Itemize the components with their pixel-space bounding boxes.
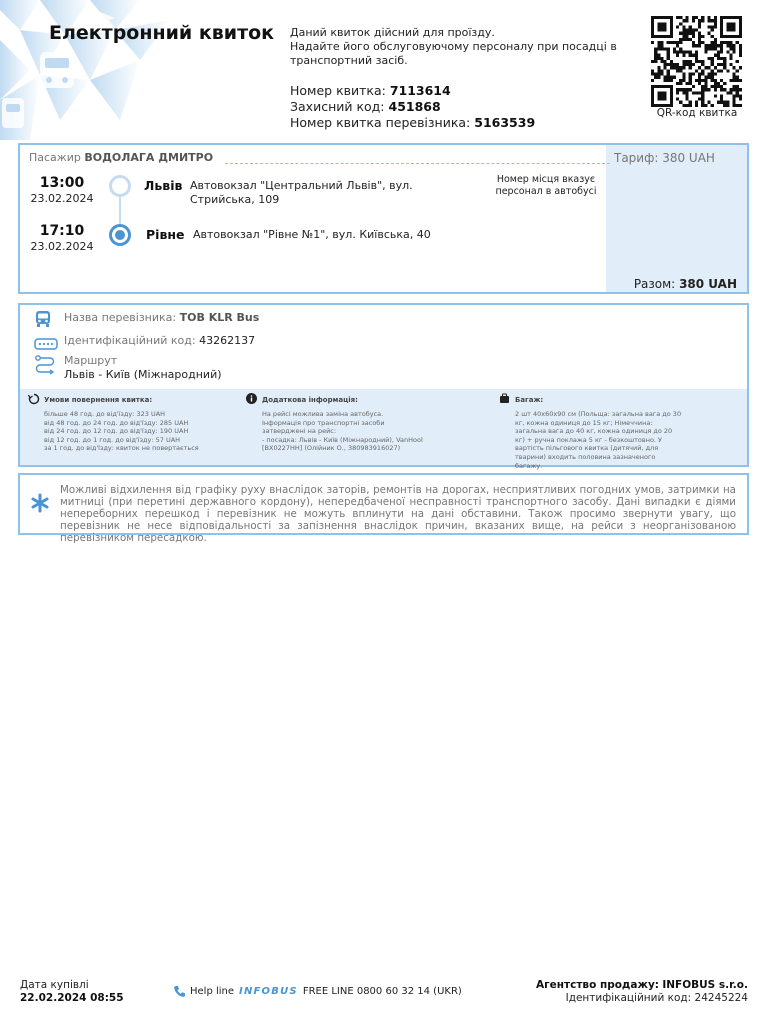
free-line: FREE LINE 0800 60 32 14 (UKR) (302, 986, 462, 997)
notice-text: Можливі відхилення від графіку руху внаслідок заторів, ремонтів на дорогах, несприятливих погодних умов, затримки на митниці (при перетині державного кордону), непередбаченої несправності транспортного засобу. Дані випадки є діями непереборних перешкод і перевізник не можуть вплинути на дані обставини. Також просимо звернути увагу, що перевізник не несе відповідальності за запізнення внаслідок причин, вказаних вище, на рейси з неорганізованою перевізником пересадкою. (60, 484, 736, 544)
carrier-id: 43262137 (199, 334, 256, 347)
qr-code-label: QR-код квитка (656, 107, 738, 119)
luggage-line: кг) + ручна поклажа 5 кг - безкоштовно. У (515, 435, 663, 444)
validity-line-1: Даний квиток дійсний для проїзду. (290, 26, 495, 39)
ticket-number-row (290, 83, 535, 99)
fare-label: Тариф: 380 UAH (614, 151, 715, 165)
refund-line: від 12 год. до 1 год. до від'їзду: 57 UAH (44, 435, 181, 444)
arrival-time: 17:10 (39, 223, 85, 239)
route-icon (34, 355, 56, 379)
helpline-label: Help line (190, 986, 235, 997)
departure-stop-icon (109, 175, 131, 197)
carrier-id-row (64, 334, 255, 347)
infobus-logo: INFOBUS (239, 986, 298, 997)
agency-block (536, 979, 748, 1005)
route-value: Львів - Київ (Міжнародний) (64, 368, 222, 381)
route-row (64, 368, 222, 381)
agency-id-label: Ідентифікаційний код: (565, 992, 692, 1004)
agency-id: 24245224 (694, 992, 748, 1004)
luggage-line: вартість пільгового квитка (дитячий, для (515, 444, 659, 453)
delay-notice (18, 473, 749, 544)
passenger-name: ВОДОЛАГА ДМИТРО (84, 151, 214, 164)
security-code-value: 451868 (388, 99, 441, 114)
route-label: Маршрут (64, 354, 118, 367)
carrier-ticket-value: 5163539 (474, 115, 536, 130)
additional-info-title: Додаткова інформація: (262, 396, 358, 404)
helpline (173, 985, 462, 998)
refund-line: більше 48 год. до від'їзду: 323 UAH (44, 410, 166, 418)
carrier-name-row (64, 311, 259, 324)
refund-title: Умови повернення квитка: (44, 396, 153, 404)
total-value: 380 UAH (679, 277, 737, 291)
passenger-label: Пасажир (29, 151, 81, 164)
bus-icon (34, 310, 52, 332)
arrival-stop-icon (109, 224, 131, 246)
refund-icon (28, 393, 40, 408)
luggage-line: загальна вага до 40 кг, кожна одиниця до 20 (515, 427, 673, 436)
additional-info-line: - посадка: Львів - Київ (Міжнародний), VanHool (262, 435, 423, 444)
refund-conditions (28, 395, 228, 453)
luggage-title: Багаж: (515, 396, 544, 404)
arrival-city: Рівне (146, 227, 185, 242)
additional-info-list (246, 410, 476, 453)
ticket-number-label: Номер квитка: (290, 83, 386, 98)
luggage-line: багажу. (515, 461, 543, 470)
luggage-line: тварини) входить половина зазначеного (515, 452, 656, 461)
arrival-station: Автовокзал "Рівне №1", вул. Київська, 40 (193, 228, 431, 241)
validity-line-2: Надайте його обслуговуючому персоналу при посадці в транспортний засіб. (290, 40, 617, 67)
agency-label: Агентство продажу: (536, 979, 659, 991)
agency-name: INFOBUS s.r.o. (662, 979, 748, 991)
dashed-divider (225, 163, 610, 164)
additional-info-line: На рейсі можлива заміна автобуса. (262, 410, 384, 418)
carrier-ticket-label: Номер квитка перевізника: (290, 115, 471, 130)
security-code-label: Захисний код: (290, 99, 385, 114)
refund-line: від 24 год. до 12 год. до від'їзду: 190 UAH (44, 427, 189, 436)
validity-note (290, 26, 620, 68)
asterisk-icon (30, 493, 50, 517)
additional-info-line: Інформація про транспортні засоби (262, 418, 385, 427)
info-icon (246, 393, 257, 407)
luggage-icon (499, 393, 510, 407)
trip-details (18, 143, 749, 294)
ticket-numbers (290, 83, 535, 131)
carrier-ticket-row (290, 115, 535, 131)
agency-row (536, 979, 748, 992)
refund-line: від 48 год. до 24 год. до від'їзду: 285 UAH (44, 418, 189, 427)
passenger (29, 151, 213, 164)
additional-info (246, 395, 476, 453)
carrier-details (18, 303, 749, 470)
carrier-id-label: Ідентифікаційний код: (64, 334, 196, 347)
ticket-conditions (20, 389, 747, 470)
route-connector (119, 197, 121, 224)
id-card-icon (34, 335, 58, 354)
purchase-date-block (20, 979, 124, 1005)
refund-list (28, 410, 228, 453)
page-title: Електронний квиток (49, 22, 275, 44)
agency-id-row (536, 992, 748, 1005)
luggage-line: 2 шт 40х60х90 см (Польща: загальна вага до 30 (515, 410, 682, 418)
carrier-name: ТОВ KLR Bus (179, 311, 260, 324)
arrival-date: 23.02.2024 (30, 240, 94, 253)
header-pattern (0, 0, 300, 140)
additional-info-line: [ВХ0227НН] (Олійник О., 380983916027) (262, 444, 401, 453)
purchase-date-label: Дата купівлі (20, 979, 89, 991)
qr-code (651, 16, 742, 107)
departure-date: 23.02.2024 (30, 192, 94, 205)
luggage-info (499, 395, 699, 470)
total-label: Разом: (633, 277, 676, 291)
departure-city: Львів (144, 178, 183, 193)
refund-line: за 1 год. до від'їзду: квиток не повертається (44, 444, 199, 453)
fare-panel (606, 145, 747, 292)
security-code-row (290, 99, 535, 115)
luggage-line: кг, кожна одиниця до 15 кг; Німеччина: (515, 418, 653, 427)
additional-info-line: затверджені на рейс: (262, 427, 337, 436)
ticket-number-value: 7113614 (389, 83, 451, 98)
purchase-date: 22.02.2024 08:55 (20, 992, 124, 1004)
departure-station: Автовокзал "Центральний Львів", вул. Стрийська, 109 (190, 179, 413, 206)
total-amount (634, 277, 737, 291)
luggage-list (499, 410, 699, 470)
carrier-name-label: Назва перевізника: (64, 311, 177, 324)
departure-time: 13:00 (39, 175, 85, 191)
phone-icon (173, 985, 186, 998)
seat-note: Номер місця вказує персонал в автобусі (495, 174, 597, 197)
